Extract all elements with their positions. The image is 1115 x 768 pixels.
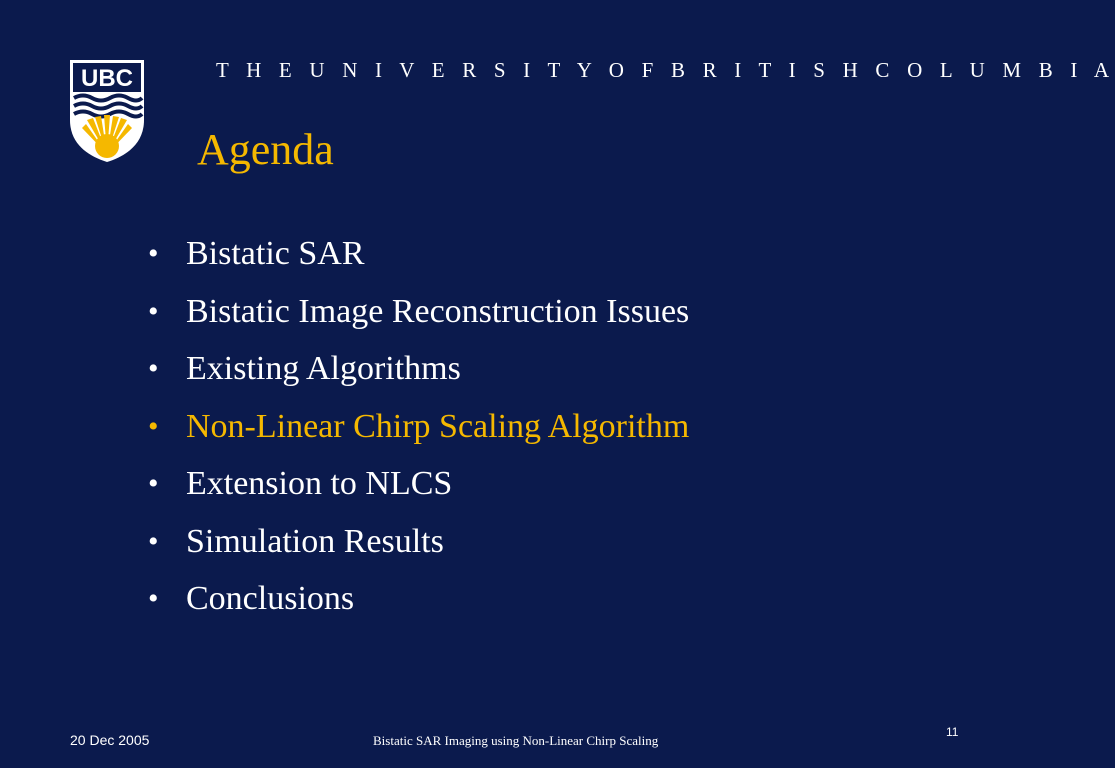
bullet-dot: • — [148, 582, 159, 615]
agenda-item-label: Conclusions — [186, 580, 355, 617]
page-number: 11 — [946, 725, 959, 739]
agenda-item-reconstruction-issues — [148, 286, 689, 344]
bullet-dot: • — [148, 524, 159, 558]
agenda-item-extension-nlcs — [148, 458, 689, 516]
agenda-item-label: Extension to NLCS — [186, 465, 453, 502]
university-name: T H E U N I V E R S I T Y O F B R I T I S H C O L U M B I A — [216, 58, 1115, 82]
agenda-item-label: Existing Algorithms — [186, 350, 461, 387]
ubc-crest-icon — [68, 58, 146, 164]
bullet-dot: • — [148, 237, 159, 270]
slide-title: Agenda — [197, 125, 334, 174]
bullet-dot: • — [148, 467, 159, 500]
agenda-item-conclusions — [148, 573, 689, 631]
agenda-item-simulation-results — [148, 516, 689, 574]
agenda-item-label: Simulation Results — [186, 522, 444, 560]
agenda-item-label: Bistatic SAR — [186, 235, 365, 272]
bullet-dot: • — [148, 294, 159, 328]
agenda-item-bistatic-sar — [148, 228, 689, 286]
bullet-dot: • — [148, 409, 159, 443]
agenda-item-label: Bistatic Image Reconstruction Issues — [186, 292, 690, 330]
agenda-item-existing-algorithms — [148, 343, 689, 401]
logo-text: UBC — [81, 65, 133, 92]
bullet-dot: • — [148, 352, 159, 385]
agenda-item-nlcs-algorithm — [148, 401, 689, 459]
footer-presentation-title: Bistatic SAR Imaging using Non-Linear Chirp Scaling — [373, 733, 659, 748]
agenda-list — [148, 228, 689, 631]
agenda-item-label: Non-Linear Chirp Scaling Algorithm — [186, 407, 690, 445]
footer-date: 20 Dec 2005 — [70, 732, 150, 748]
